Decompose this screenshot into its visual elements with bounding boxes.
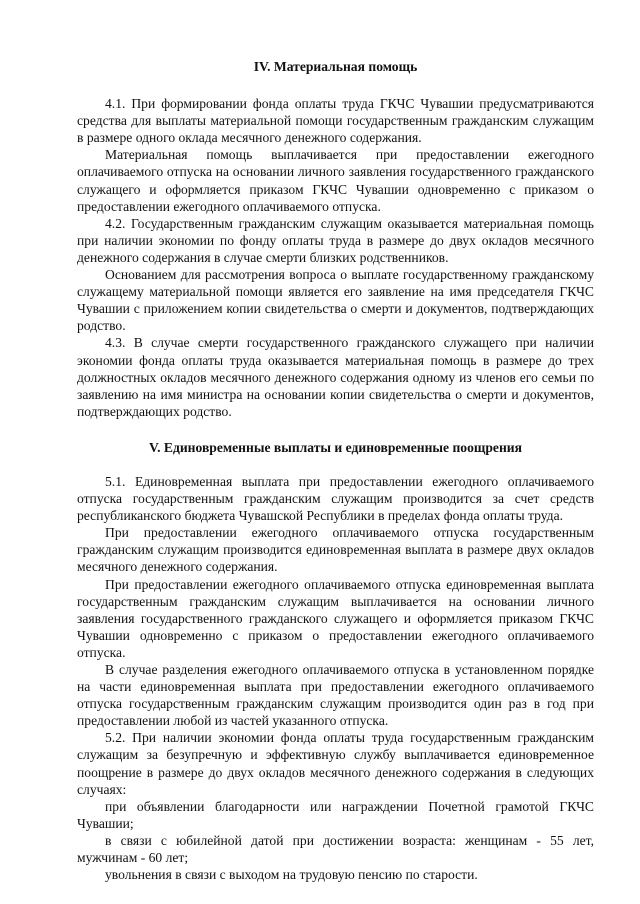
paragraph-4-1-procedure: Материальная помощь выплачивается при предоставлении ежегодного оплачиваемого отпуска на основании личного заявления государственного гражданского служащего и оформляется приказом ГКЧС Чувашии одновременно с приказом о предоставлении ежегодного оплачиваемого отпуска. (77, 147, 594, 214)
list-item-retirement: увольнения в связи с выходом на трудовую пенсию по старости. (105, 867, 478, 883)
document-page (77, 58, 594, 883)
paragraph-5-2: 5.2. При наличии экономии фонда оплаты труда государственным гражданским служащим за безупречную и эффективную службу выплачивается единовременное поощрение в размере до двух окладов месячного денежного содержания в следующих случаях: (77, 730, 594, 797)
paragraph-4-2-basis: Основанием для рассмотрения вопроса о выплате государственному гражданскому служащему материальной помощи является его заявление на имя председателя ГКЧС Чувашии с приложением копии свидетельства о смерти и документов, подтверждающих родство. (77, 267, 594, 334)
paragraph-5-1: 5.1. Единовременная выплата при предоставлении ежегодного оплачиваемого отпуска государственным гражданским служащим производится за счет средств республиканского бюджета Чувашской Республики в пределах фонда оплаты труда. (77, 473, 594, 524)
paragraph-4-3: 4.3. В случае смерти государственного гражданского служащего при наличии экономии фонда оплаты труда оказывается материальная помощь в размере до трех должностных окладов месячного денежного содержания одному из членов его семьи по заявлению на имя министра на основании копии свидетельства о смерти и документов, подтверждающих родство. (77, 335, 594, 419)
paragraph-5-1-amount: При предоставлении ежегодного оплачиваемого отпуска государственным гражданским служащим производится единовременная выплата в размере двух окладов месячного денежного содержания. (77, 525, 594, 575)
paragraph-4-2: 4.2. Государственным гражданским служащим оказывается материальная помощь при наличии экономии по фонду оплаты труда в размере до двух окладов месячного денежного содержания в случае смерти близких родственников. (77, 215, 594, 265)
section-iv-title: IV. Материальная помощь (253, 59, 418, 74)
paragraph-5-1-split-leave: В случае разделения ежегодного оплачиваемого отпуска в установленном порядке на части единовременная выплата при предоставлении ежегодного оплачиваемого отпуска государственным гражданским служащим производится один раз в год при предоставлении любой из частей указанного отпуска. (77, 662, 594, 729)
section-v-title: V. Единовременные выплаты и единовременные поощрения (149, 439, 522, 455)
list-item-gratitude: при объявлении благодарности или награждении Почетной грамотой ГКЧС Чувашии; (77, 798, 594, 831)
paragraph-4-1: 4.1. При формировании фонда оплаты труда ГКЧС Чувашии предусматриваются средства для выплаты материальной помощи государственным гражданским служащим в размере одного оклада месячного денежного содержания. (77, 96, 594, 146)
list-item-anniversary: в связи с юбилейной датой при достижении возраста: женщинам - 55 лет, мужчинам - 60 лет; (77, 832, 594, 866)
paragraph-5-1-procedure: При предоставлении ежегодного оплачиваемого отпуска единовременная выплата государственным гражданским служащим выплачивается на основании личного заявления государственного гражданского служащего и оформляется приказом ГКЧС Чувашии одновременно с приказом о предоставлении ежегодного оплачиваемого отпуска. (77, 576, 594, 660)
